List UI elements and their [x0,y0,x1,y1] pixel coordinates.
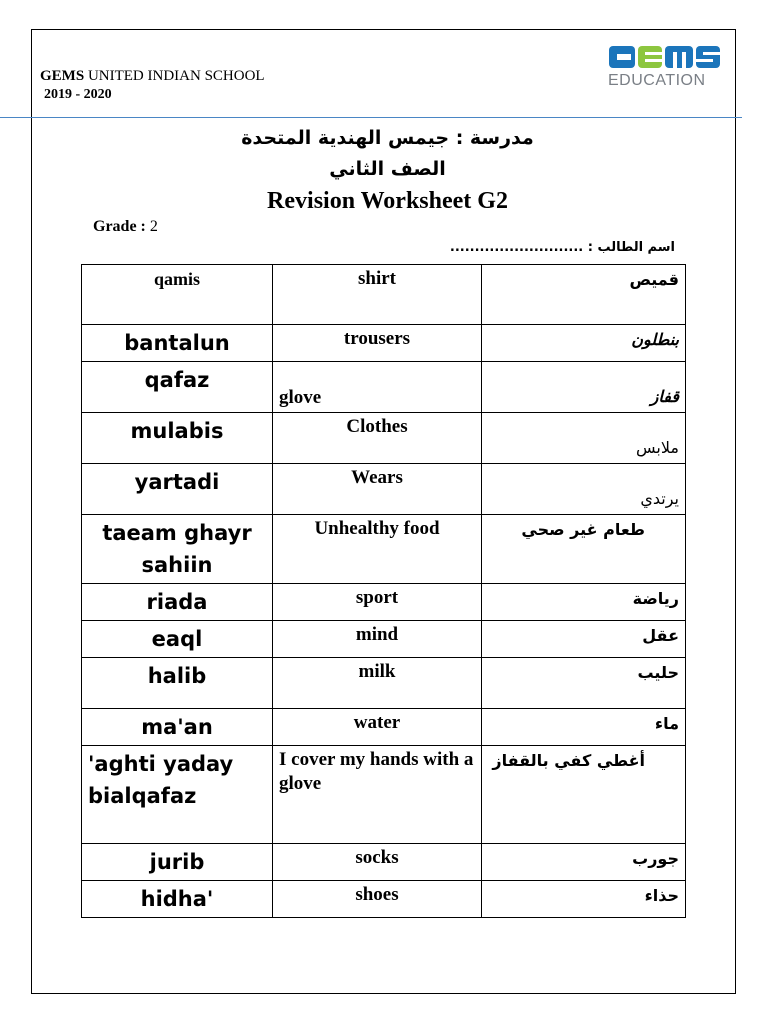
translit-cell: yartadi [82,464,273,515]
worksheet-title: Revision Worksheet G2 [267,188,508,214]
vocabulary-table [81,264,686,918]
school-name-bold: GEMS [40,68,85,84]
translit-cell: 'aghti yaday bialqafaz [82,746,273,844]
logo-subtext: EDUCATION [608,72,706,89]
arabic-cell: قفاز [482,362,686,413]
arabic-cell: طعام غير صحي [482,515,686,584]
translit-cell: ma'an [82,709,273,746]
arabic-cell: جورب [482,844,686,881]
arabic-school-title: مدرسة : جيمس الهندية المتحدة [241,127,534,149]
english-cell: sport [273,584,482,621]
school-name [40,67,265,85]
arabic-cell: قميص [482,265,686,325]
translit-cell: halib [82,658,273,709]
translit-cell: taeam ghayr sahiin [82,515,273,584]
arabic-cell: يرتدي [482,464,686,515]
table-row [82,844,686,881]
arabic-cell: حذاء [482,881,686,918]
english-cell: shirt [273,265,482,325]
english-cell: trousers [273,325,482,362]
table-row [82,709,686,746]
arabic-cell: ماء [482,709,686,746]
grade-line [93,218,158,236]
translit-cell: jurib [82,844,273,881]
translit-cell: qamis [82,265,273,325]
translit-cell: eaql [82,621,273,658]
english-cell: mind [273,621,482,658]
student-name-label: اسم الطالب : [587,240,675,255]
english-cell: milk [273,658,482,709]
translit-cell: hidha' [82,881,273,918]
english-cell: Clothes [273,413,482,464]
arabic-cell: ملابس [482,413,686,464]
school-name-rest: UNITED INDIAN SCHOOL [87,68,265,84]
table-row [82,265,686,325]
arabic-cell: حليب [482,658,686,709]
grade-value: 2 [149,218,158,235]
english-cell: water [273,709,482,746]
table-row [82,515,686,584]
table-row [82,881,686,918]
student-name-blank[interactable]: ........................... [449,240,584,255]
academic-year: 2019 - 2020 [44,87,112,102]
english-cell: socks [273,844,482,881]
gems-logo-letters [609,46,720,68]
arabic-cell: أغطي كفي بالقفاز [482,746,686,844]
translit-cell: mulabis [82,413,273,464]
table-row [82,464,686,515]
arabic-cell: بنطلون [482,325,686,362]
student-name-line [405,240,675,255]
english-cell: Unhealthy food [273,515,482,584]
table-row [82,621,686,658]
arabic-cell: عقل [482,621,686,658]
english-cell: Wears [273,464,482,515]
table-row [82,746,686,844]
header-rule [0,117,742,118]
translit-cell: riada [82,584,273,621]
english-cell: glove [273,362,482,413]
english-cell: shoes [273,881,482,918]
table-row [82,413,686,464]
table-row [82,658,686,709]
table-row [82,325,686,362]
arabic-cell: رياضة [482,584,686,621]
translit-cell: bantalun [82,325,273,362]
english-cell: I cover my hands with a glove [273,746,482,844]
arabic-grade-title: الصف الثاني [329,158,446,180]
table-row [82,362,686,413]
grade-label: Grade : [93,218,146,235]
table-row [82,584,686,621]
translit-cell: qafaz [82,362,273,413]
